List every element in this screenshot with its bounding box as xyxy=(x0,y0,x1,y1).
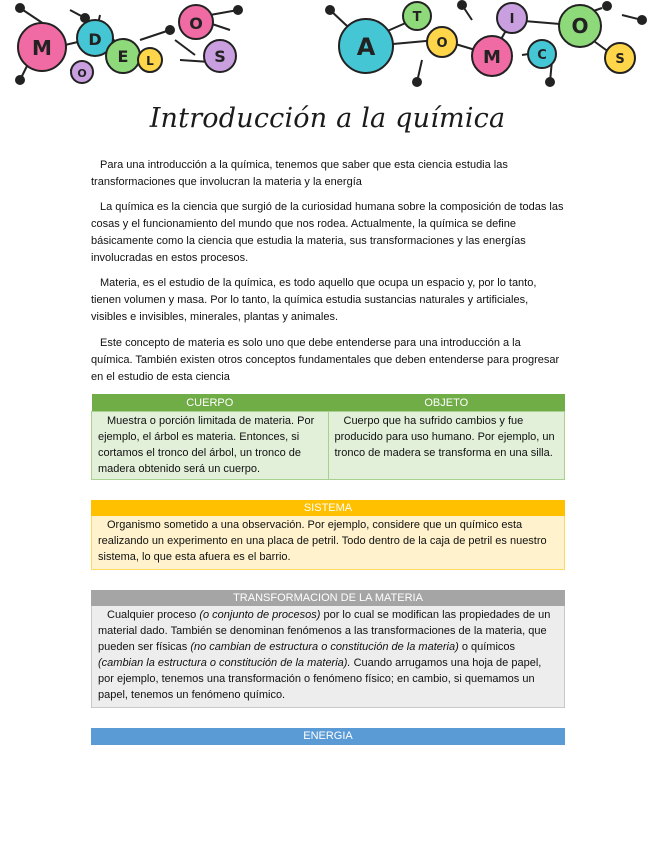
header-objeto: OBJETO xyxy=(328,394,565,412)
energia-box xyxy=(91,728,565,745)
transformacion-body: Cualquier proceso (o conjunto de procesos) por lo cual se modifican las propiedades de un material dado. También se denominan fenómenos a las transformaciones de la materia, que pueden ser físicas (no cambian de estructura o constitución de la materia) o químicos (cambian la estructura o constitución de la materia). Cuando arrugamos una hoja de papel, por ejemplo, tenemos una transformación o fenómeno físico; en cambio, si quemamos un papel, tenemos un fenómeno químico. xyxy=(91,606,565,708)
sistema-header: SISTEMA xyxy=(91,500,565,516)
page-title: Introducción a la química xyxy=(149,103,506,134)
atomos-logo xyxy=(322,0,652,90)
sistema-body: Organismo sometido a una observación. Por ejemplo, considere que un químico esta realizando un experimento en una placa de petril. Todo dentro de la caja de petril es nuestro sistema, lo que esta afuera es el barrio. xyxy=(91,516,565,570)
header-cuerpo: CUERPO xyxy=(92,394,329,412)
models-logo xyxy=(10,0,250,90)
logo-letter-t: T xyxy=(412,10,422,25)
paragraph-intro: Para una introducción a la química, tenemos que saber que esta ciencia estudia las transformaciones que involucran la materia y la energía xyxy=(91,159,508,188)
transformacion-header: TRANSFORMACION DE LA MATERIA xyxy=(91,590,565,606)
logo-letter-c: C xyxy=(537,48,547,63)
transformacion-box xyxy=(91,590,565,708)
paragraph-concepto: Este concepto de materia es solo uno que debe entenderse para una introducción a la química. También existen otros conceptos fundamentales que deben entenderse para progresar en el estudio de esta ciencia xyxy=(91,337,560,383)
paragraph-quimica: La química es la ciencia que surgió de la curiosidad humana sobre la composición de todas las cosas y el funcionamiento del mundo que nos rodea. Actualmente, la química se define básicamente como la ciencia que estudia la materia, sus transformaciones y las energías involucradas en estos procesos. xyxy=(91,201,564,264)
cell-cuerpo: Muestra o porción limitada de materia. Por ejemplo, el árbol es materia. Entonces, si cortamos el tronco del árbol, un tronco de madera obtenido será un cuerpo. xyxy=(92,412,329,480)
logo-letter-e: E xyxy=(117,47,129,66)
cell-objeto: Cuerpo que ha sufrido cambios y fue producido para uso humano. Por ejemplo, un tronco de madera se transforma en una silla. xyxy=(328,412,565,480)
logo-letter-m: M xyxy=(483,47,501,68)
logo-letter-o2: O xyxy=(571,14,589,38)
logo-letter-o: O xyxy=(436,36,448,51)
logo-letter-s: S xyxy=(214,47,226,66)
logo-letter-o: O xyxy=(77,67,87,80)
logo-letter-d: D xyxy=(88,30,102,49)
logo-letter-a: A xyxy=(356,33,376,61)
logo-letter-i: I xyxy=(509,12,515,27)
logo-letter-o2: O xyxy=(189,14,203,33)
cuerpo-objeto-table xyxy=(91,394,565,480)
logo-letter-s: S xyxy=(615,52,625,67)
energia-header: ENERGIA xyxy=(91,728,565,745)
sistema-box xyxy=(91,500,565,570)
logo-letter-l: L xyxy=(146,54,154,68)
logo-letter-m: M xyxy=(32,36,52,60)
paragraph-materia: Materia, es el estudio de la química, es todo aquello que ocupa un espacio y, por lo tanto, tienen volumen y masa. Por lo tanto, la química estudia sustancias naturales y artificiales, visibles e invisibles, minerales, plantas y animales. xyxy=(91,277,537,323)
